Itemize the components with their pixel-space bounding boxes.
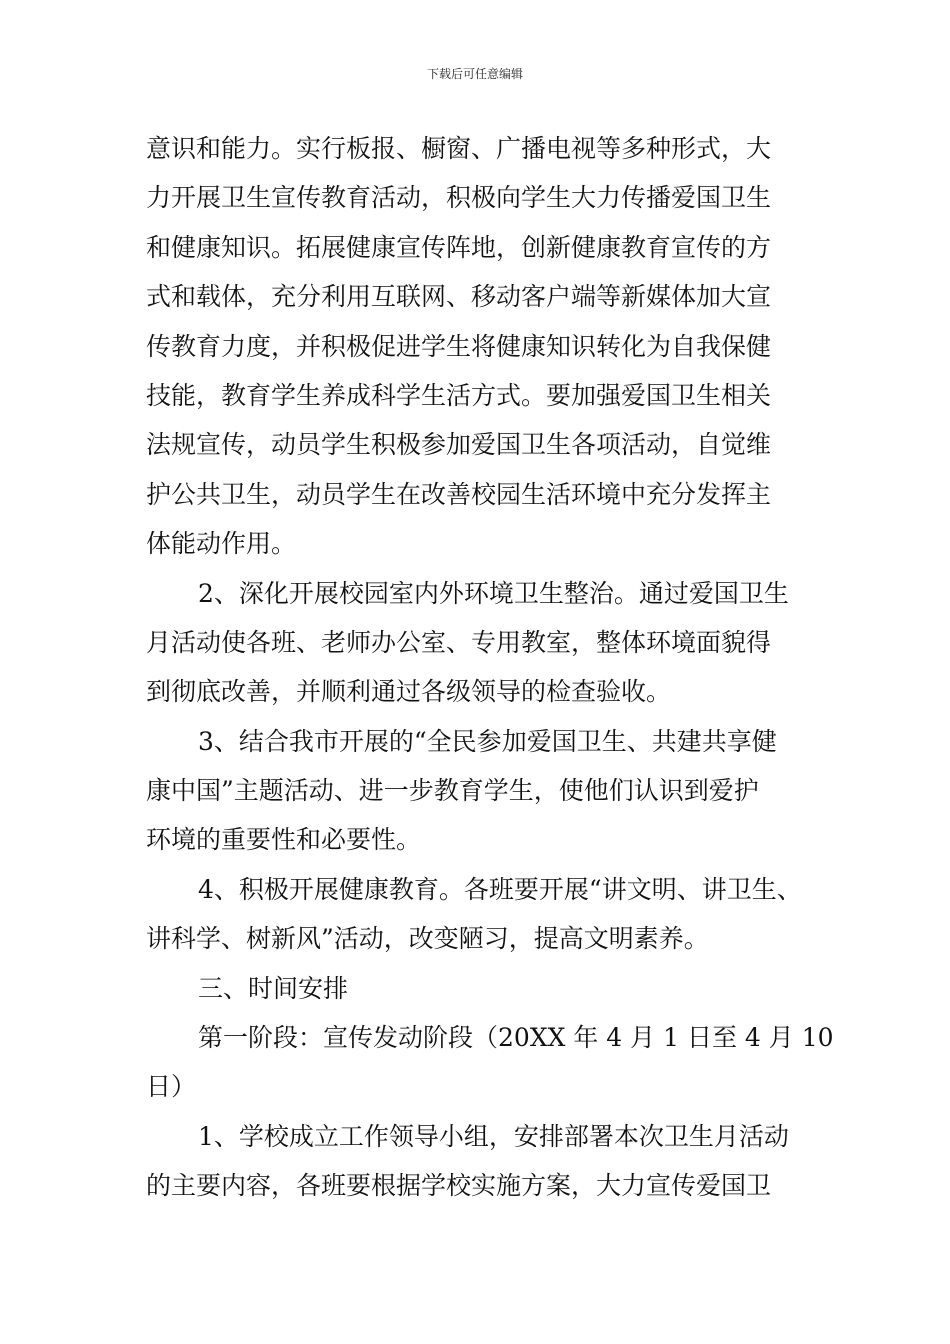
text-line: 传教育力度，并积极促进学生将健康知识转化为自我保健 bbox=[146, 331, 772, 361]
text-line: 技能，教育学生养成科学生活方式。要加强爱国卫生相关 bbox=[146, 380, 772, 410]
text-line: 式和载体，充分利用互联网、移动客户端等新媒体加大宣 bbox=[146, 282, 772, 312]
document-body bbox=[146, 124, 834, 1211]
section-heading: 三、时间安排 bbox=[198, 973, 349, 1003]
text-line: 康中国”主题活动、进一步教育学生，使他们认识到爱护 bbox=[146, 776, 759, 806]
paragraph-start-line: 4、积极开展健康教育。各班要开展“讲文明、讲卫生、 bbox=[198, 874, 802, 904]
text-line: 法规宣传，动员学生积极参加爱国卫生各项活动，自觉维 bbox=[146, 430, 772, 460]
text-line: 到彻底改善，并顺利通过各级领导的检查验收。 bbox=[146, 677, 672, 707]
text-line: 体能动作用。 bbox=[146, 529, 297, 559]
text-line: 讲科学、树新风”活动，改变陋习，提高文明素养。 bbox=[146, 924, 709, 954]
text-line: 和健康知识。拓展健康宣传阵地，创新健康教育宣传的方 bbox=[146, 232, 772, 262]
paragraph-start-line: 3、结合我市开展的“全民参加爱国卫生、共建共享健 bbox=[198, 726, 777, 756]
text-line: 力开展卫生宣传教育活动，积极向学生大力传播爱国卫生 bbox=[146, 183, 772, 213]
text-line: 意识和能力。实行板报、橱窗、广播电视等多种形式，大 bbox=[146, 134, 772, 163]
paragraph-start-line: 2、深化开展校园室内外环境卫生整治。通过爱国卫生 bbox=[198, 578, 789, 608]
paragraph-start-line: 1、学校成立工作领导小组，安排部署本次卫生月活动 bbox=[198, 1121, 789, 1151]
paragraph-start-line: 第一阶段：宣传发动阶段（20XX 年 4 月 1 日至 4 月 10 bbox=[198, 1023, 834, 1053]
text-line: 护公共卫生，动员学生在改善校园生活环境中充分发挥主 bbox=[146, 479, 772, 509]
text-line: 月活动使各班、老师办公室、专用教室，整体环境面貌得 bbox=[146, 627, 772, 657]
text-line: 环境的重要性和必要性。 bbox=[146, 825, 422, 855]
text-line: 的主要内容，各班要根据学校实施方案，大力宣传爱国卫 bbox=[146, 1171, 772, 1201]
text-line: 日） bbox=[146, 1072, 197, 1102]
header-note: 下载后可任意编辑 bbox=[426, 67, 523, 81]
